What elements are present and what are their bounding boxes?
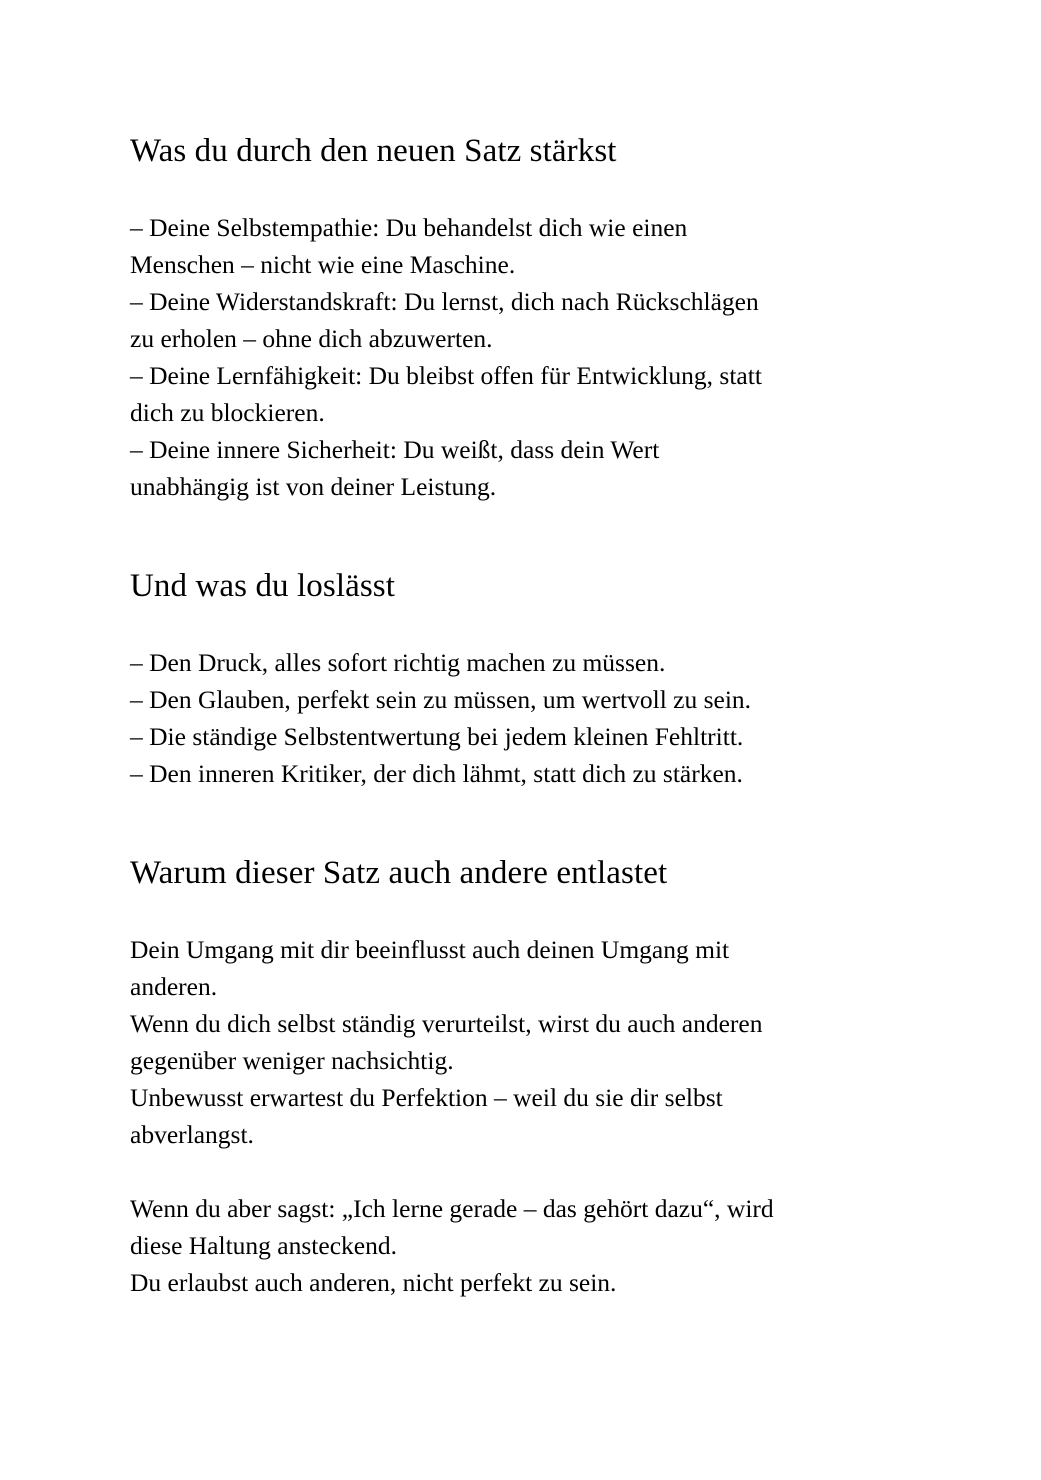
paragraph-line: Wenn du aber sagst: „Ich lerne gerade – das gehört dazu“, wird <box>130 1193 774 1223</box>
list-item: – Deine innere Sicherheit: Du weißt, dass dein Wert <box>130 434 660 464</box>
list-item-continuation: Menschen – nicht wie eine Maschine. <box>130 249 516 279</box>
paragraph <box>130 1190 890 1301</box>
section-heading: Warum dieser Satz auch andere entlastet <box>130 854 668 891</box>
list-item: – Deine Widerstandskraft: Du lernst, dich nach Rückschlägen <box>130 286 759 316</box>
list-item-continuation: zu erholen – ohne dich abzuwerten. <box>130 323 493 353</box>
section-und-was-du-loslaesst <box>130 567 890 792</box>
section-warum-dieser-satz-entlastet <box>130 854 890 1301</box>
section-heading: Was du durch den neuen Satz stärkst <box>130 133 617 169</box>
list-item-continuation: dich zu blockieren. <box>130 397 325 427</box>
list-item: – Deine Lernfähigkeit: Du bleibst offen für Entwicklung, statt <box>130 360 762 390</box>
paragraph <box>130 931 890 1153</box>
section-was-du-staerkst <box>130 132 890 505</box>
paragraph-line: Wenn du dich selbst ständig verurteilst, wirst du auch anderen <box>130 1008 763 1038</box>
list-item: – Den Glauben, perfekt sein zu müssen, um wertvoll zu sein. <box>130 684 752 714</box>
document-content <box>130 132 890 1301</box>
bullet-list <box>130 644 890 792</box>
paragraph-line: abverlangst. <box>130 1119 254 1149</box>
section-heading: Und was du loslässt <box>130 567 395 604</box>
paragraph-line: Unbewusst erwartest du Perfektion – weil du sie dir selbst <box>130 1082 723 1112</box>
paragraph-line: Du erlaubst auch anderen, nicht perfekt zu sein. <box>130 1267 617 1297</box>
paragraph-line: Dein Umgang mit dir beeinflusst auch deinen Umgang mit <box>130 934 730 964</box>
list-item-continuation: unabhängig ist von deiner Leistung. <box>130 471 497 501</box>
list-item: – Die ständige Selbstentwertung bei jedem kleinen Fehltritt. <box>130 721 744 751</box>
bullet-list <box>130 209 890 505</box>
list-item: – Den Druck, alles sofort richtig machen zu müssen. <box>130 647 666 677</box>
paragraph-line: gegenüber weniger nachsichtig. <box>130 1045 454 1075</box>
list-item: – Deine Selbstempathie: Du behandelst dich wie einen <box>130 212 688 242</box>
paragraph-line: anderen. <box>130 971 218 1001</box>
list-item: – Den inneren Kritiker, der dich lähmt, statt dich zu stärken. <box>130 758 743 788</box>
paragraph-line: diese Haltung ansteckend. <box>130 1230 397 1260</box>
